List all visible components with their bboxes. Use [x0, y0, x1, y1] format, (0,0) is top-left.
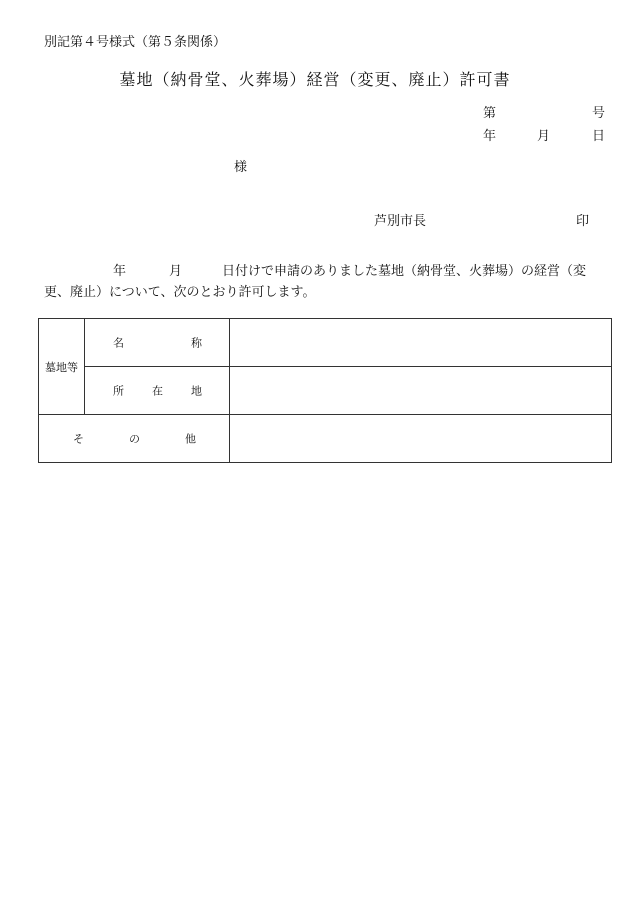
body-text-line1: 日付けで申請のありました墓地（納骨堂、火葬場）の経営（変	[222, 264, 587, 279]
name-label-char: 称	[191, 336, 202, 349]
document-title: 墓地（納骨堂、火葬場）経営（変更、廃止）許可書	[119, 70, 511, 89]
body-month-label: 月	[169, 264, 183, 279]
location-value-cell	[230, 367, 612, 415]
name-value-cell	[230, 319, 612, 367]
other-label-char: の	[129, 432, 140, 445]
body-text-line2: 更、廃止）について、次のとおり許可します。	[44, 285, 316, 300]
location-label-char: 所	[113, 384, 124, 397]
location-label-char: 在	[152, 384, 163, 397]
location-label-char: 地	[191, 384, 202, 397]
date-day-label: 日	[592, 129, 606, 144]
cemetery-group-label: 墓地等	[39, 319, 85, 415]
addressee-suffix: 様	[234, 160, 248, 175]
other-label-char: 他	[185, 432, 196, 445]
date-month-label: 月	[537, 129, 551, 144]
other-label-char: そ	[73, 432, 84, 445]
name-label-char: 名	[113, 336, 124, 349]
body-year-label: 年	[113, 264, 127, 279]
number-prefix: 第	[483, 106, 497, 121]
other-value-cell	[230, 415, 612, 463]
table-row-name	[39, 319, 612, 367]
table-row-location	[39, 367, 612, 415]
table-row-other	[39, 415, 612, 463]
other-label-cell	[39, 415, 230, 463]
location-label-cell	[85, 367, 230, 415]
issuer-name: 芦別市長	[374, 214, 427, 229]
date-year-label: 年	[483, 129, 497, 144]
seal-mark: 印	[576, 214, 590, 229]
number-suffix: 号	[592, 106, 606, 121]
form-label: 別記第４号様式（第５条関係）	[44, 35, 227, 50]
name-label-cell	[85, 319, 230, 367]
permit-details-table	[38, 318, 612, 463]
